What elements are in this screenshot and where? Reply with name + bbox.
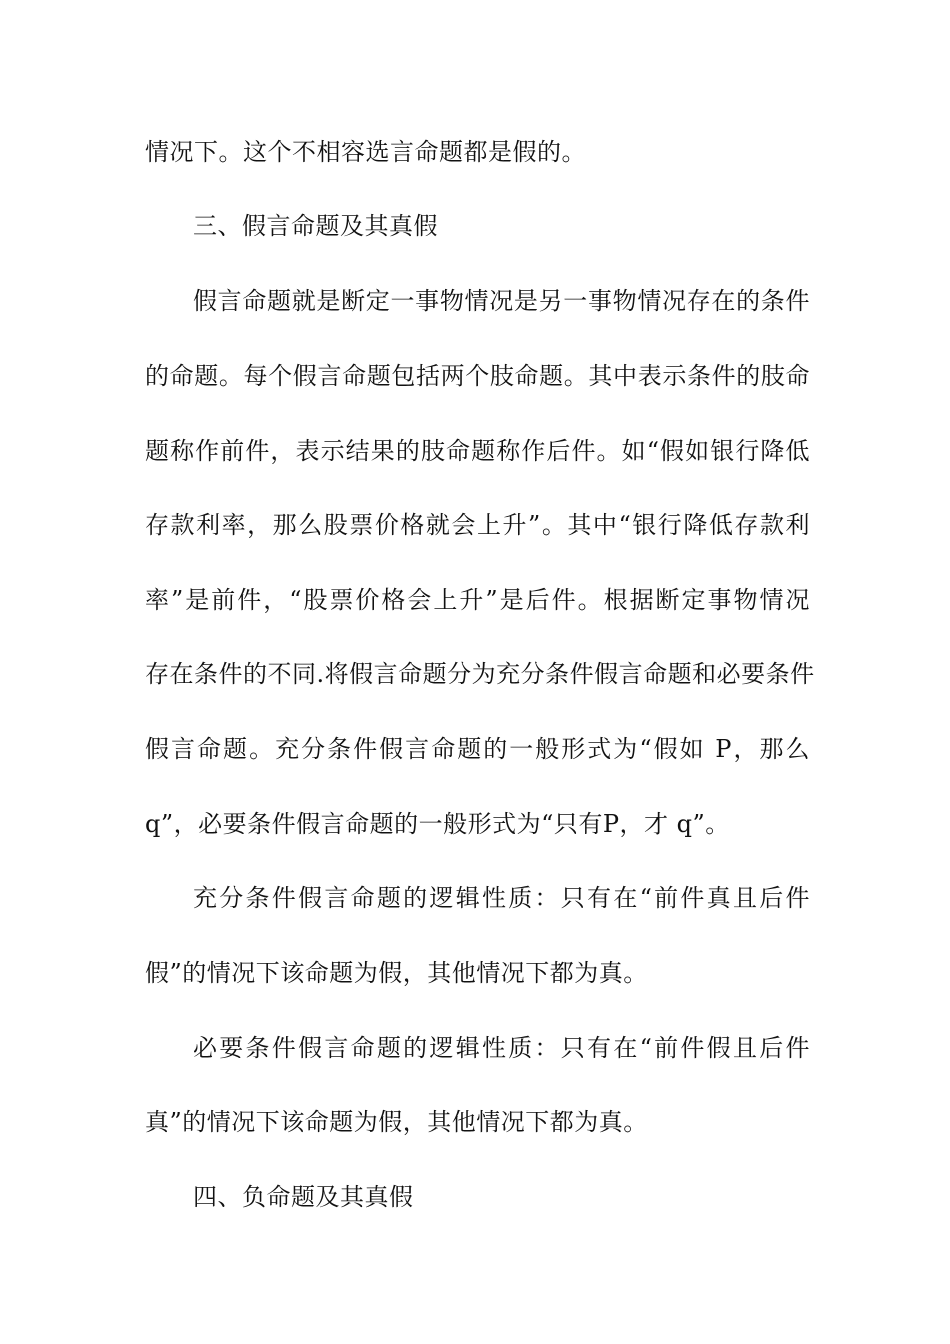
paragraph-line: 必要条件假言命题的逻辑性质：只有在“前件假且后件 — [193, 1034, 810, 1062]
paragraph-line: 的命题。每个假言命题包括两个肢命题。其中表示条件的肢命 — [145, 362, 810, 390]
paragraph-line: 假言命题就是断定一事物情况是另一事物情况存在的条件 — [193, 287, 810, 315]
paragraph-line: 率”是前件，“股票价格会上升”是后件。根据断定事物情况 — [145, 586, 810, 614]
paragraph-line: 假言命题。充分条件假言命题的一般形式为“假如 P，那么 — [145, 735, 810, 763]
section-heading: 三、假言命题及其真假 — [193, 212, 438, 240]
paragraph-line: 真”的情况下该命题为假，其他情况下都为真。 — [145, 1108, 648, 1136]
section-heading: 四、负命题及其真假 — [193, 1183, 414, 1211]
paragraph-line: 充分条件假言命题的逻辑性质：只有在“前件真且后件 — [193, 884, 810, 912]
paragraph-line: q”，必要条件假言命题的一般形式为“只有P，才 q”。 — [145, 810, 730, 838]
paragraph-line: 题称作前件，表示结果的肢命题称作后件。如“假如银行降低 — [145, 437, 810, 465]
paragraph-line: 存在条件的不同.将假言命题分为充分条件假言命题和必要条件 — [145, 660, 815, 688]
paragraph-line: 存款利率，那么股票价格就会上升”。其中“银行降低存款利 — [145, 511, 810, 539]
paragraph-line: 情况下。这个不相容选言命题都是假的。 — [145, 138, 586, 166]
paragraph-line: 假”的情况下该命题为假，其他情况下都为真。 — [145, 959, 648, 987]
